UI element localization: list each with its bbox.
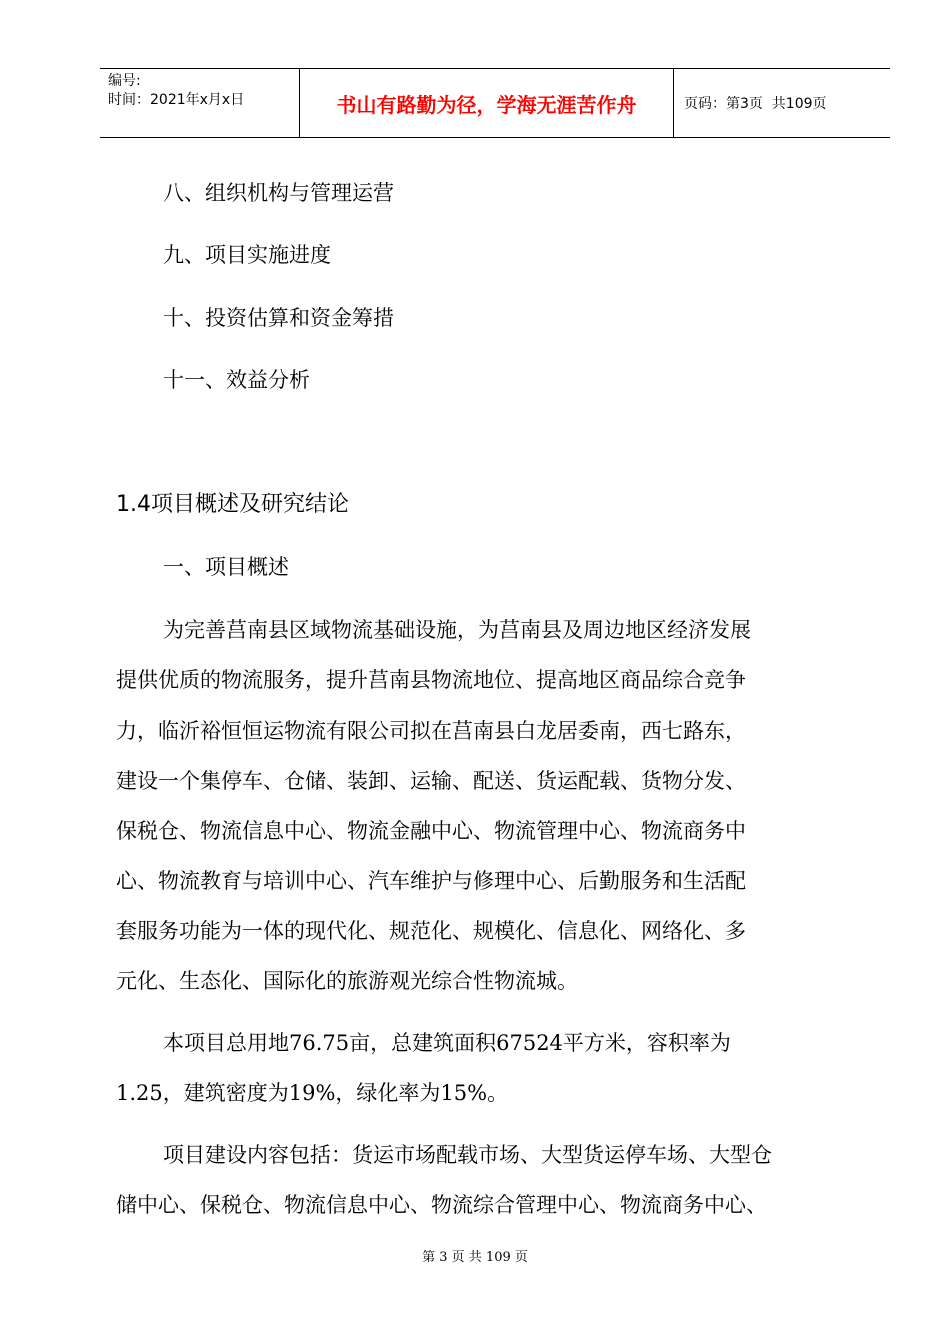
page-header — [100, 68, 890, 138]
header-page-info — [674, 69, 890, 137]
toc-item: 十一、效益分析 — [163, 368, 310, 392]
paragraph-line: 提供优质的物流服务，提升莒南县物流地位、提高地区商品综合竞争 — [116, 668, 746, 692]
toc-item: 十、投资估算和资金筹措 — [163, 306, 394, 330]
time-label: 时间：2021年x月x日 — [108, 92, 245, 108]
paragraph-line: 1.25，建筑密度为19%，绿化率为15%。 — [116, 1081, 509, 1105]
page-info-text: 页码：第3页 共109页 — [684, 96, 827, 112]
paragraph-line: 力，临沂裕恒恒运物流有限公司拟在莒南县白龙居委南，西七路东， — [116, 719, 746, 743]
paragraph-line: 储中心、保税仓、物流信息中心、物流综合管理中心、物流商务中心、 — [116, 1193, 767, 1217]
paragraph-line: 保税仓、物流信息中心、物流金融中心、物流管理中心、物流商务中 — [116, 819, 746, 843]
paragraph-line: 心、物流教育与培训中心、汽车维护与修理中心、后勤服务和生活配 — [116, 869, 746, 893]
section-title: 1.4项目概述及研究结论 — [116, 492, 349, 517]
code-label: 编号: — [108, 73, 141, 89]
subheading: 一、项目概述 — [163, 555, 289, 579]
page-footer: 第 3 页 共 109 页 — [422, 1250, 528, 1265]
toc-item: 八、组织机构与管理运营 — [163, 181, 394, 205]
paragraph-line: 元化、生态化、国际化的旅游观光综合性物流城。 — [116, 969, 578, 993]
paragraph-line: 本项目总用地76.75亩，总建筑面积67524平方米，容积率为 — [163, 1031, 731, 1055]
header-meta — [100, 69, 300, 137]
paragraph-line: 项目建设内容包括：货运市场配载市场、大型货运停车场、大型仓 — [163, 1143, 772, 1167]
paragraph-line: 为完善莒南县区域物流基础设施，为莒南县及周边地区经济发展 — [163, 618, 751, 642]
paragraph-line: 套服务功能为一体的现代化、规范化、规模化、信息化、网络化、多 — [116, 919, 746, 943]
paragraph-line: 建设一个集停车、仓储、装卸、运输、配送、货运配载、货物分发、 — [116, 769, 746, 793]
header-motto: 书山有路勤为径，学海无涯苦作舟 — [300, 69, 674, 137]
toc-item: 九、项目实施进度 — [163, 243, 331, 267]
